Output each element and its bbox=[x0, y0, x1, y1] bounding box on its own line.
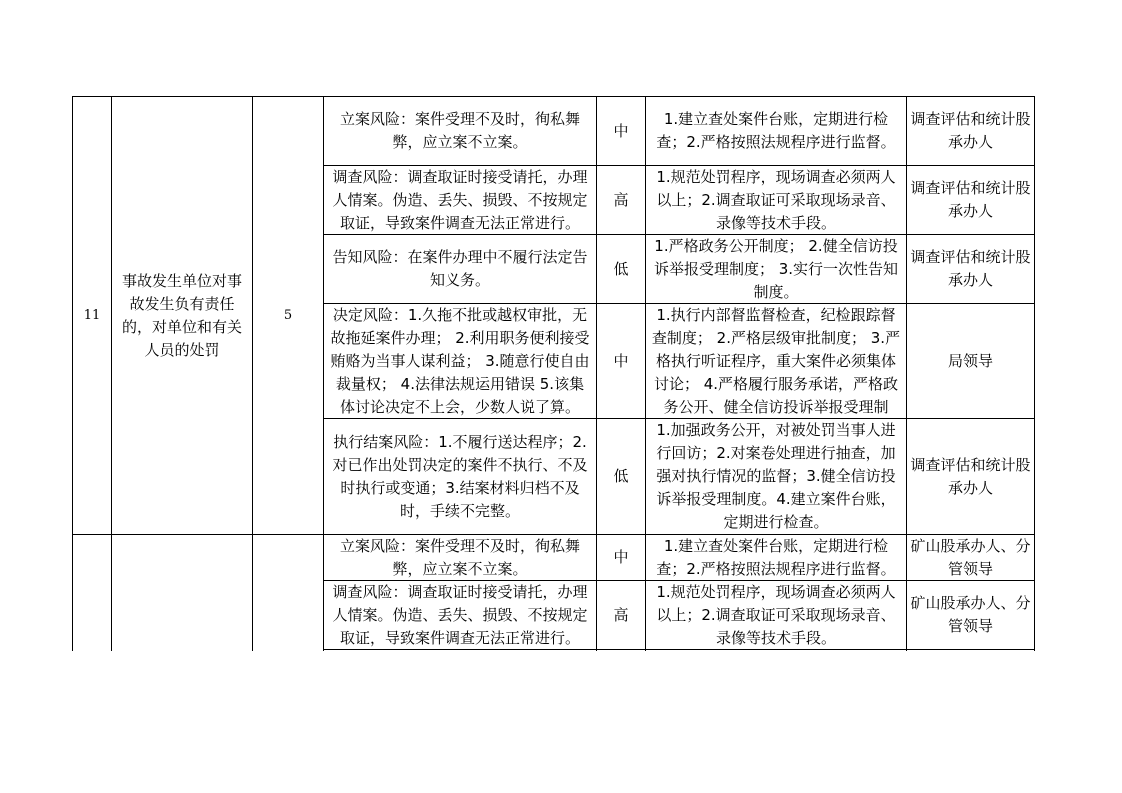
risk-level: 低 bbox=[613, 259, 629, 278]
risk-owner: 矿山股承办人、分管领导 bbox=[910, 536, 1031, 578]
risk-owner: 矿山股承办人、分管领导 bbox=[910, 594, 1031, 635]
item-name: 事故发生单位对事故发生负有责任的，对单位和有关人员的处罚 bbox=[121, 271, 242, 359]
risk-level: 高 bbox=[613, 190, 629, 209]
risk-description: 立案风险：案件受理不及时，徇私舞弊，应立案不立案。 bbox=[339, 110, 580, 151]
risk-level: 高 bbox=[613, 605, 629, 624]
risk-measures: 1.严格政务公开制度； 2.健全信访投诉举报受理制度； 3.实行一次性告知制度。 bbox=[653, 236, 899, 301]
item-name bbox=[112, 535, 252, 651]
risk-description: 执行结案风险：1.不履行送达程序；2.对已作出处罚决定的案件不执行、不及时执行或变通；3.结案材料归档不及时，手续不完整。 bbox=[332, 432, 588, 520]
risk-measures: 1.规范处罚程序，现场调查必须两人以上；2.调查取证可采取现场录音、录像等技术手段。 bbox=[656, 167, 896, 232]
risk-measures: 1.执行内部督监督检查，纪检跟踪督查制度； 2.严格层级审批制度； 3.严格执行听证程序，重大案件必须集体讨论； 4.严格履行服务承诺，严格政务公开、健全信访投诉举报受理制 bbox=[651, 306, 901, 416]
risk-count bbox=[253, 535, 323, 651]
risk-measures: 1.规范处罚程序，现场调查必须两人以上；2.调查取证可采取现场录音、录像等技术手段。 bbox=[656, 582, 896, 647]
risk-measures: 1.建立查处案件台账，定期进行检查；2.严格按照法规程序进行监督。 bbox=[656, 110, 896, 151]
row-number bbox=[73, 535, 111, 651]
risk-description: 调查风险：调查取证时接受请托，办理人情案。伪造、丢失、损毁、不按规定取证，导致案件调查无法正常进行。 bbox=[332, 168, 588, 232]
risk-level: 中 bbox=[613, 121, 629, 140]
risk-level: 中 bbox=[613, 548, 629, 566]
risk-description: 告知风险：在案件办理中不履行法定告知义务。 bbox=[332, 248, 588, 289]
risk-owner: 局领导 bbox=[947, 351, 993, 370]
row-number: 11 bbox=[83, 308, 101, 323]
risk-level: 中 bbox=[613, 351, 629, 370]
risk-owner: 调查评估和统计股承办人 bbox=[910, 179, 1031, 220]
risk-description: 调查风险：调查取证时接受请托，办理人情案。伪造、丢失、损毁、不按规定取证，导致案件调查无法正常进行。 bbox=[332, 583, 588, 647]
risk-owner: 调查评估和统计股承办人 bbox=[910, 248, 1031, 289]
risk-measures: 1.加强政务公开，对被处罚当事人进行回访；2.对案卷处理进行抽查，加强对执行情况的监督；3.健全信访投诉举报受理制度。4.建立案件台账，定期进行检查。 bbox=[656, 421, 896, 531]
risk-description: 立案风险：案件受理不及时，徇私舞弊，应立案不立案。 bbox=[339, 536, 580, 578]
risk-level: 低 bbox=[613, 467, 629, 485]
risk-description: 决定风险：1.久拖不批或越权审批，无故拖延案件办理； 2.利用职务便利接受贿赂为当事人谋利益； 3.随意行使自由裁量权； 4.法律法规运用错误 5.该集体讨论决定不上会，少数人说了算。 bbox=[330, 306, 590, 416]
risk-owner: 调查评估和统计股承办人 bbox=[910, 455, 1031, 497]
risk-measures: 1.建立查处案件台账，定期进行检查；2.严格按照法规程序进行监督。 bbox=[656, 536, 896, 578]
risk-count: 5 bbox=[283, 308, 293, 323]
risk-owner: 调查评估和统计股承办人 bbox=[910, 110, 1031, 151]
